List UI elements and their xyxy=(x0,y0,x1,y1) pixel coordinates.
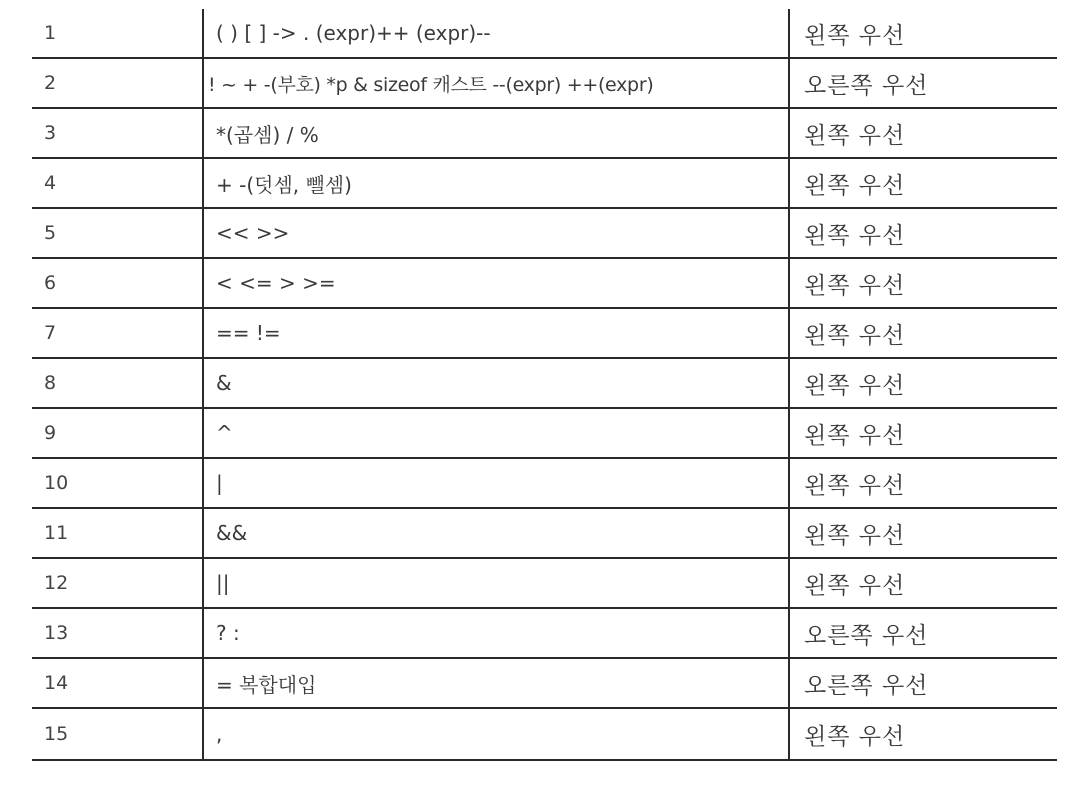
associativity-cell: 왼쪽 우선 xyxy=(804,572,906,599)
precedence-number: 14 xyxy=(32,659,204,707)
operators-cell: ? : xyxy=(204,609,790,657)
operators-cell: << >> xyxy=(204,209,790,257)
operators-cell: < <= > >= xyxy=(204,259,790,307)
table-row xyxy=(32,109,1057,159)
precedence-number: 13 xyxy=(32,609,204,657)
associativity-cell: 왼쪽 우선 xyxy=(804,723,906,750)
operators-cell: ( ) [ ] -> . (expr)++ (expr)-- xyxy=(204,9,790,57)
table-row xyxy=(32,609,1057,659)
precedence-number: 11 xyxy=(32,509,204,557)
associativity-cell: 왼쪽 우선 xyxy=(804,22,906,49)
table-row xyxy=(32,509,1057,559)
associativity-cell: 왼쪽 우선 xyxy=(804,372,906,399)
operators-cell: ! ~ + -(부호) *p & sizeof 캐스트 --(expr) ++(expr) xyxy=(204,59,790,107)
precedence-number: 8 xyxy=(32,359,204,407)
associativity-cell: 왼쪽 우선 xyxy=(804,422,906,449)
table-row xyxy=(32,659,1057,709)
operators-cell: && xyxy=(204,509,790,557)
precedence-number: 2 xyxy=(32,59,204,107)
operator-precedence-table xyxy=(32,9,1057,761)
precedence-number: 9 xyxy=(32,409,204,457)
table-row xyxy=(32,409,1057,459)
table-row xyxy=(32,159,1057,209)
table-row xyxy=(32,709,1057,759)
associativity-cell: 왼쪽 우선 xyxy=(804,272,906,299)
table-row xyxy=(32,9,1057,59)
associativity-cell: 오른쪽 우선 xyxy=(804,72,929,99)
associativity-cell: 왼쪽 우선 xyxy=(804,172,906,199)
associativity-cell: 오른쪽 우선 xyxy=(804,672,929,699)
precedence-number: 3 xyxy=(32,109,204,157)
precedence-number: 12 xyxy=(32,559,204,607)
precedence-number: 10 xyxy=(32,459,204,507)
table-row xyxy=(32,259,1057,309)
associativity-cell: 왼쪽 우선 xyxy=(804,122,906,149)
operators-cell: | xyxy=(204,459,790,507)
table-row xyxy=(32,309,1057,359)
table-row xyxy=(32,459,1057,509)
associativity-cell: 왼쪽 우선 xyxy=(804,222,906,249)
associativity-cell: 왼쪽 우선 xyxy=(804,322,906,349)
operators-cell: || xyxy=(204,559,790,607)
associativity-cell: 왼쪽 우선 xyxy=(804,472,906,499)
operators-cell: = 복합대입 xyxy=(204,659,790,707)
associativity-cell: 왼쪽 우선 xyxy=(804,522,906,549)
table-row xyxy=(32,209,1057,259)
precedence-number: 4 xyxy=(32,159,204,207)
operators-cell: , xyxy=(204,709,790,759)
table-row xyxy=(32,559,1057,609)
precedence-number: 1 xyxy=(32,9,204,57)
precedence-number: 15 xyxy=(32,709,204,759)
operators-cell: + -(덧셈, 뺄셈) xyxy=(204,159,790,207)
precedence-number: 6 xyxy=(32,259,204,307)
operators-cell: ^ xyxy=(204,409,790,457)
operators-cell: & xyxy=(204,359,790,407)
operators-cell: *(곱셈) / % xyxy=(204,109,790,157)
precedence-number: 7 xyxy=(32,309,204,357)
precedence-number: 5 xyxy=(32,209,204,257)
associativity-cell: 오른쪽 우선 xyxy=(804,622,929,649)
operators-cell: == != xyxy=(204,309,790,357)
table-row xyxy=(32,359,1057,409)
table-row xyxy=(32,59,1057,109)
